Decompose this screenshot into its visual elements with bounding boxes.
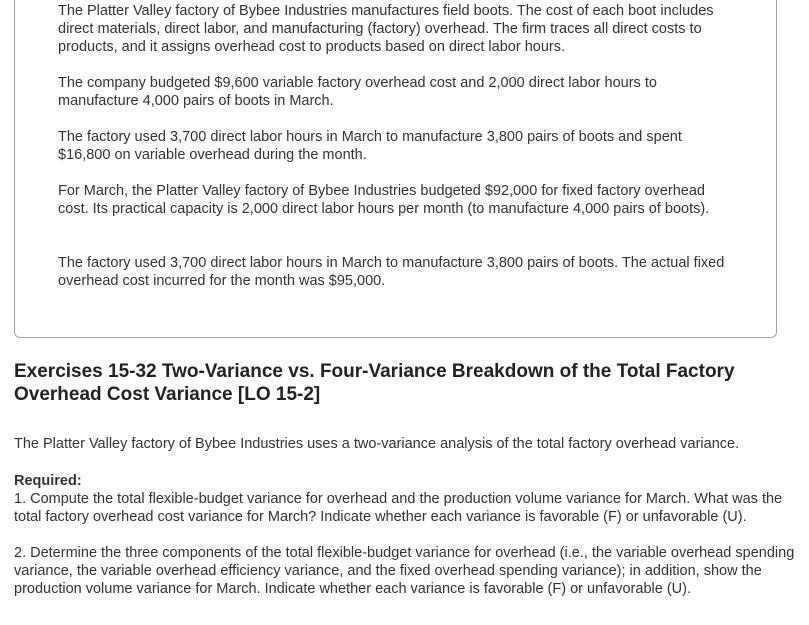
requirement-1: 1. Compute the total flexible-budget variance for overhead and the production volume variance for March. What was the total factory overhead cost variance for March? Indicate whether each variance is favorable (F) or unfavorable (U). (14, 491, 783, 525)
exercise-title: Exercises 15-32 Two-Variance vs. Four-Variance Breakdown of the Total Factory Overhead Cost Variance [LO 15-2] (14, 361, 735, 405)
info-paragraph-budget-variable: The company budgeted $9,600 variable factory overhead cost and 2,000 direct labor hours to manufacture 4,000 pairs of boots in March. (58, 75, 657, 109)
info-paragraph-company: The Platter Valley factory of Bybee Industries manufactures field boots. The cost of each boot includes direct materials, direct labor, and manufacturing (factory) overhead. The firm traces all direct costs to products, and it assigns overhead cost to products based on direct labor hours. (58, 3, 714, 55)
requirement-2: 2. Determine the three components of the total flexible-budget variance for overhead (i.e., the variable overhead spending variance, the variable overhead efficiency variance, and the fixed overhead spending variance); in addition, show the production volume variance for March. Indicate whether each variance is favorable (F) or unfavorable (U). (14, 545, 795, 597)
exercise-intro: The Platter Valley factory of Bybee Industries uses a two-variance analysis of the total factory overhead variance. (14, 436, 740, 452)
info-paragraph-budget-fixed: For March, the Platter Valley factory of Bybee Industries budgeted $92,000 for fixed factory overhead cost. Its practical capacity is 2,000 direct labor hours per month (to manufacture 4,000 pairs of boots). (58, 183, 710, 217)
info-paragraph-actual-fixed: The factory used 3,700 direct labor hours in March to manufacture 3,800 pairs of boots. The actual fixed overhead cost incurred for the month was $95,000. (58, 255, 725, 289)
required-label: Required: (14, 473, 82, 489)
info-paragraph-actual-variable: The factory used 3,700 direct labor hours in March to manufacture 3,800 pairs of boots and spent $16,800 on variable overhead during the month. (58, 129, 682, 163)
problem-info-box (14, 0, 777, 338)
